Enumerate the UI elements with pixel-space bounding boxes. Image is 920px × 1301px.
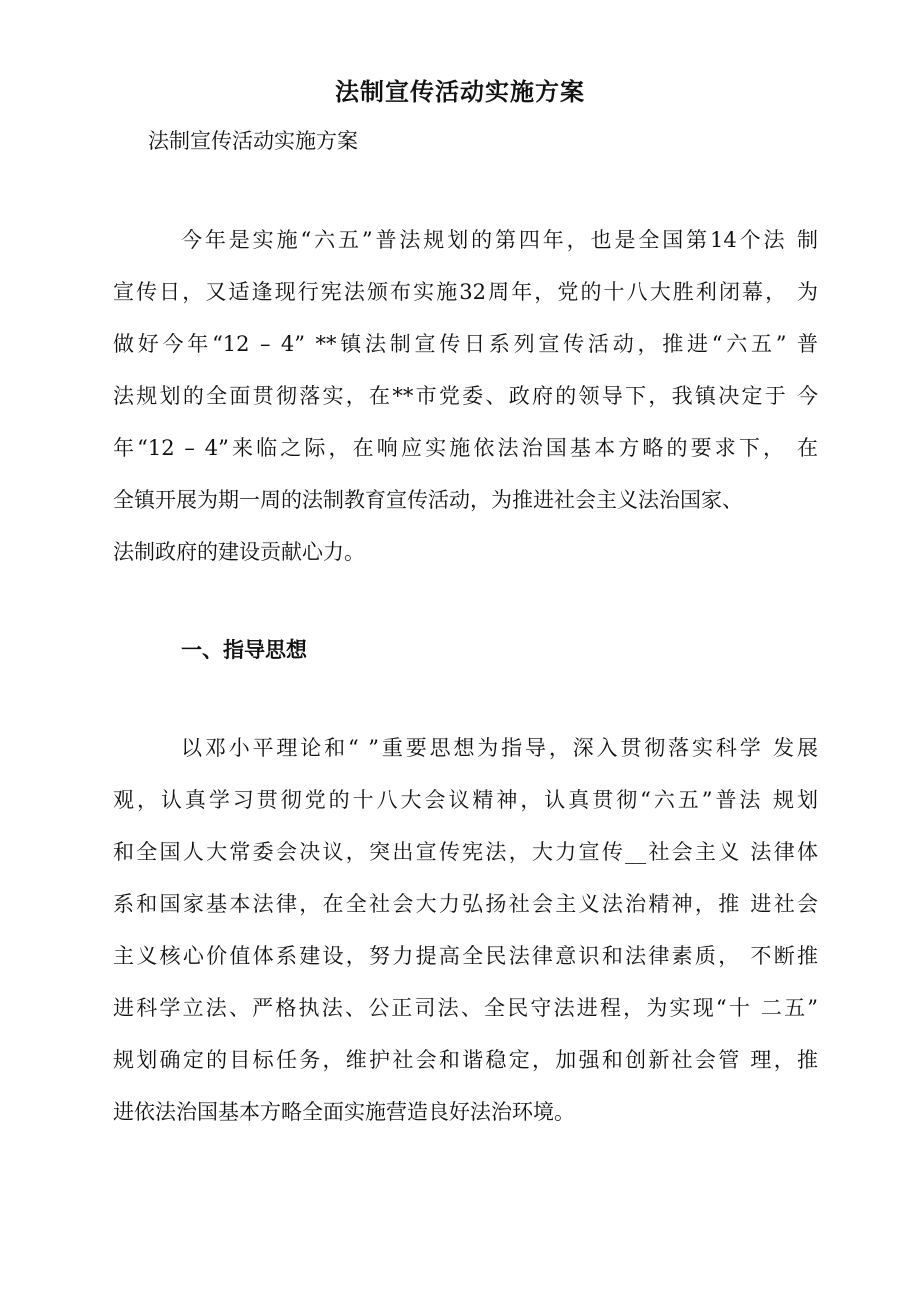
paragraph-line: 做好今年“12 – 4” **镇法制宣传日系列宣传活动，推进“六五” 普 bbox=[113, 332, 818, 356]
paragraph-line: 法制政府的建设贡献心力。 bbox=[113, 540, 365, 564]
paragraph-line: 规划确定的目标任务，维护社会和谐稳定，加强和创新社会管 理，推 bbox=[113, 1048, 818, 1072]
paragraph-line: 系和国家基本法律，在全社会大力弘扬社会主义法治精神，推 进社会 bbox=[113, 892, 818, 916]
document-title: 法制宣传活动实施方案 bbox=[335, 77, 585, 106]
paragraph-line: 进科学立法、严格执法、公正司法、全民守法进程，为实现“十 二五” bbox=[113, 996, 818, 1020]
paragraph-line: 以邓小平理论和“ ”重要思想为指导，深入贯彻落实科学 发展 bbox=[181, 736, 818, 760]
guiding-ideology-paragraph bbox=[113, 722, 818, 1138]
paragraph-line: 今年是实施“六五”普法规划的第四年，也是全国第14个法 制 bbox=[181, 228, 818, 252]
paragraph-line: 宣传日，又适逢现行宪法颁布实施32周年，党的十八大胜利闭幕， 为 bbox=[113, 280, 818, 304]
paragraph-line: 法规划的全面贯彻落实，在**市党委、政府的领导下，我镇决定于 今 bbox=[113, 384, 818, 408]
document-subtitle: 法制宣传活动实施方案 bbox=[148, 129, 358, 153]
paragraph-line: 年“12 – 4”来临之际，在响应实施依法治国基本方略的要求下， 在 bbox=[113, 436, 818, 460]
paragraph-line: 主义核心价值体系建设，努力提高全民法律意识和法律素质， 不断推 bbox=[113, 944, 818, 968]
paragraph-line: 进依法治国基本方略全面实施营造良好法治环境。 bbox=[113, 1100, 575, 1124]
paragraph-line: 观，认真学习贯彻党的十八大会议精神，认真贯彻“六五”普法 规划 bbox=[113, 788, 818, 812]
paragraph-line: 和全国人大常委会决议，突出宣传宪法，大力宣传__社会主义 法律体 bbox=[113, 840, 818, 864]
paragraph-line: 全镇开展为期一周的法制教育宣传活动，为推进社会主义法治国家、 bbox=[113, 488, 743, 512]
section-heading-guiding-ideology: 一、指导思想 bbox=[181, 637, 307, 662]
intro-paragraph bbox=[113, 214, 818, 578]
